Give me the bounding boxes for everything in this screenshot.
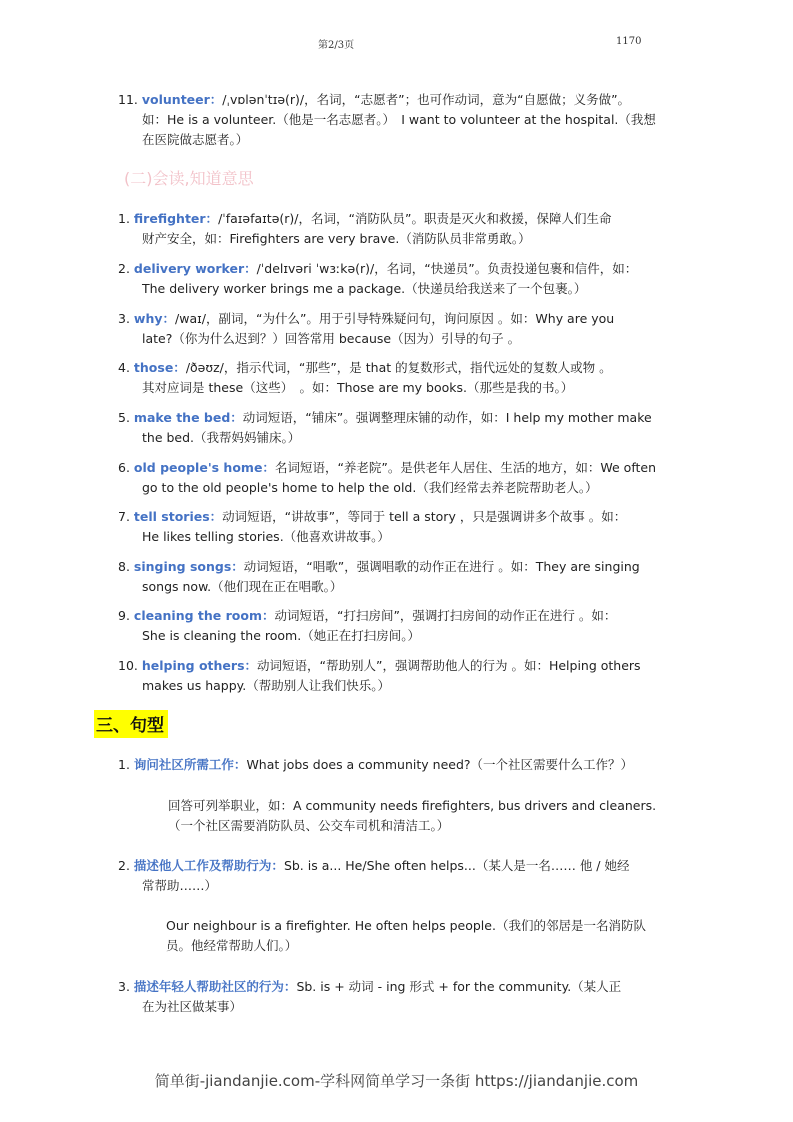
item-text-line2: go to the old people's home to help the old.（我们经常去养老院帮助老人。） (142, 480, 598, 495)
item-keyword: delivery worker： (133, 261, 257, 276)
item-text: 动词短语，“唱歌”，强调唱歌的动作正在进行 。如：They are singing (243, 559, 640, 574)
item-number: 2. (118, 261, 130, 276)
item-keyword: helping others： (141, 658, 258, 673)
vocab-item (118, 507, 690, 547)
item-text: /ðəʊz/，指示代词，“那些”，是 that 的复数形式，指代远处的复数人或物 。 (185, 360, 612, 375)
item-text: 名词短语，“养老院”。是供老年人居住、生活的地方，如：We often (274, 460, 657, 475)
page-footer: 简单街-jiandanjie.com-学科网简单学习一条街 https://jiandanjie.com (154, 1072, 639, 1090)
item-text-line2: makes us happy.（帮助别人让我们快乐。） (142, 678, 391, 693)
item-text: 动词短语，“铺床”。强调整理床铺的动作，如：I help my mother make (242, 410, 652, 425)
item-text: 动词短语，“讲故事”，等同于 tell a story ，只是强调讲多个故事 。如： (222, 509, 627, 524)
item-text-line2: 如：He is a volunteer.（他是一名志愿者。） I want to volunteer at the hospital.（我想 (142, 112, 656, 127)
item-keyword: 描述他人工作及帮助行为： (133, 858, 284, 873)
item-number: 6. (118, 460, 130, 475)
item-text-line2: 常帮助……） (142, 878, 218, 893)
item-text: /ˈdelɪvəri ˈwɜːkə(r)/，名词，“快递员”。负责投递包裹和信件，如： (256, 261, 638, 276)
item-text: What jobs does a community need?（一个社区需要什么工作？） (246, 757, 634, 772)
item-text-line2: the bed.（我帮妈妈铺床。） (142, 430, 301, 445)
item-text-line2: The delivery worker brings me a package.（快递员给我送来了一个包裹。） (142, 281, 587, 296)
item-keyword: old people's home： (133, 460, 275, 475)
item-number: 1. (118, 757, 130, 772)
vocab-item (118, 458, 690, 498)
item-number: 2. (118, 858, 130, 873)
item-text-line2: late?（你为什么迟到？）回答常用 because（因为）引导的句子 。 (142, 331, 521, 346)
item-keyword: why： (133, 311, 176, 326)
item-keyword: those： (133, 360, 186, 375)
item-keyword: make the bed： (133, 410, 243, 425)
item-keyword: 询问社区所需工作： (133, 757, 247, 772)
item-text-line2: 财产安全，如：Firefighters are very brave.（消防队员非常勇敢。） (142, 231, 531, 246)
vocab-item (118, 656, 690, 696)
item-keyword: volunteer： (141, 92, 223, 107)
item-number: 7. (118, 509, 130, 524)
item-text-line2: songs now.（他们现在正在唱歌。） (142, 579, 343, 594)
pattern-answer (166, 916, 686, 956)
item-keyword: 描述年轻人帮助社区的行为： (133, 979, 297, 994)
item-text: 动词短语，“帮助别人”，强调帮助他人的行为 。如：Helping others (257, 658, 641, 673)
item-number: 11. (118, 92, 138, 107)
header-page-number: 第2/3页 (318, 40, 355, 51)
pattern-item (118, 755, 690, 775)
item-keyword: singing songs： (133, 559, 244, 574)
item-text-line2: 在为社区做某事） (142, 999, 243, 1014)
item-keyword: firefighter： (133, 211, 219, 226)
item-number: 8. (118, 559, 130, 574)
item-number: 10. (118, 658, 138, 673)
pattern-item (118, 856, 690, 896)
item-text-line3: 在医院做志愿者。） (142, 132, 249, 147)
vocab-item (118, 606, 690, 646)
item-keyword: tell stories： (133, 509, 223, 524)
item-text-line2: He likes telling stories.（他喜欢讲故事。） (142, 529, 390, 544)
item-text: /ˌvɒlənˈtɪə(r)/，名词，“志愿者”；也可作动词，意为“自愿做；义务做”。 (222, 92, 631, 107)
vocab-item (118, 209, 690, 249)
subsection-heading: (二)会读,知道意思 (124, 169, 254, 188)
vocab-item-11 (118, 90, 690, 150)
item-text-line2: 其对应词是 these（这些） 。如：Those are my books.（那些是我的书。） (142, 380, 574, 395)
item-number: 9. (118, 608, 130, 623)
answer-text-line2: 员。他经常帮助人们。） (166, 938, 298, 953)
pattern-answer (168, 796, 688, 836)
item-number: 1. (118, 211, 130, 226)
item-number: 5. (118, 410, 130, 425)
answer-text-line2: （一个社区需要消防队员、公交车司机和清洁工。） (168, 818, 450, 833)
vocab-item (118, 358, 690, 398)
vocab-item (118, 259, 690, 299)
vocab-item (118, 408, 690, 448)
pattern-item (118, 977, 690, 1017)
answer-text: 回答可列举职业，如：A community needs firefighters, bus drivers and cleaners. (168, 798, 657, 813)
answer-text: Our neighbour is a firefighter. He often helps people.（我们的邻居是一名消防队 (166, 918, 646, 933)
item-text-line2: She is cleaning the room.（她正在打扫房间。） (142, 628, 420, 643)
vocab-item (118, 557, 690, 597)
header-document-id: 1170 (616, 36, 642, 47)
item-text: /ˈfaɪəfaɪtə(r)/，名词，“消防队员”。职责是灭火和救援，保障人们生命 (218, 211, 612, 226)
item-number: 3. (118, 311, 130, 326)
item-text: 动词短语，“打扫房间”，强调打扫房间的动作正在进行 。如： (274, 608, 617, 623)
section-heading: 三、句型 (94, 710, 168, 738)
item-number: 3. (118, 979, 130, 994)
item-text: /waɪ/，副词，“为什么”。用于引导特殊疑问句，询问原因 。如：Why are you (175, 311, 615, 326)
item-text: Sb. is a... He/She often helps...（某人是一名…… 他 / 她经 (283, 858, 630, 873)
item-number: 4. (118, 360, 130, 375)
item-keyword: cleaning the room： (133, 608, 275, 623)
item-text: Sb. is + 动词 - ing 形式 + for the community.（某人正 (296, 979, 622, 994)
vocab-item (118, 309, 690, 349)
